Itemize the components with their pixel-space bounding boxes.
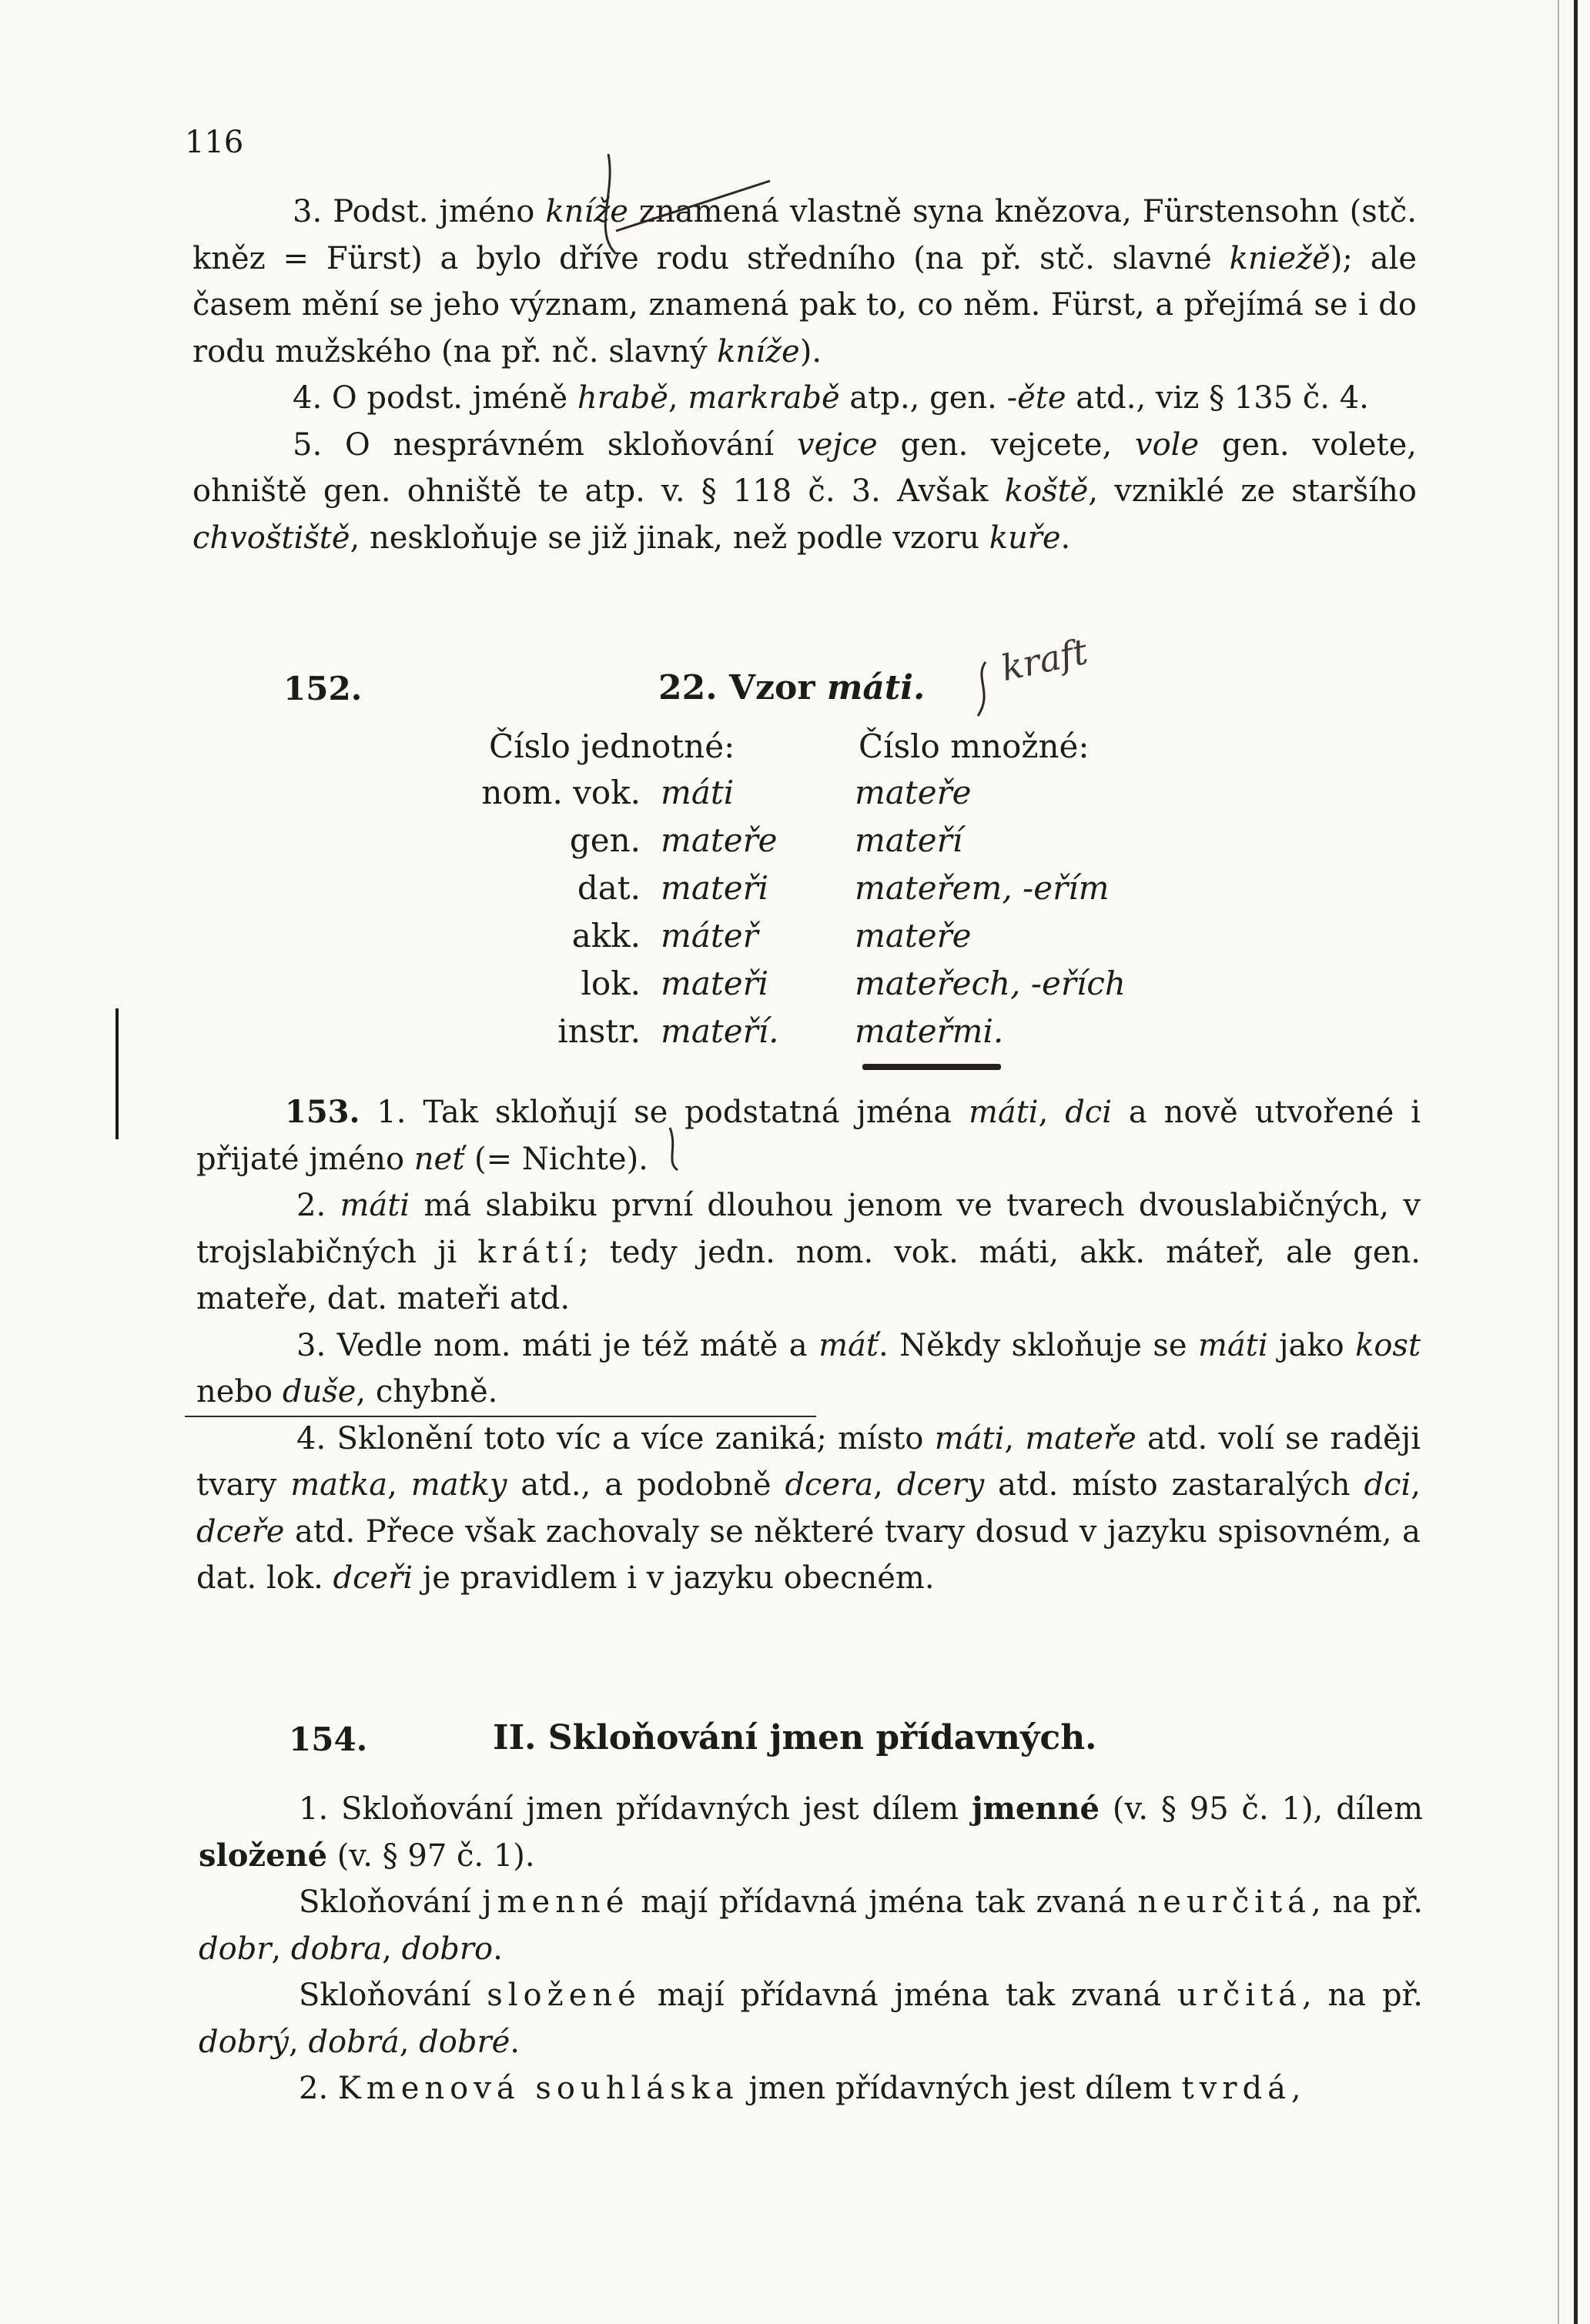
pencil-stroke — [605, 154, 616, 254]
pencil-stroke — [616, 181, 770, 231]
table-plural-form: mateře — [855, 917, 972, 955]
table-singular-form: mateři — [661, 869, 769, 907]
table-singular-form: mateří. — [661, 1012, 779, 1050]
table-plural-form: mateří — [855, 821, 963, 859]
table-singular-form: máti — [661, 774, 735, 811]
table-plural-form: mateřech, -eřích — [855, 965, 1126, 1002]
table-singular-form: mateři — [661, 965, 769, 1002]
table-plural-form: mateře — [855, 774, 972, 811]
item-4: 4. O podst. jméně hrabě, markrabě atp., gen. -ěte atd., viz § 135 č. 4. — [293, 380, 1369, 416]
table-case-label: lok. — [581, 965, 641, 1002]
section-153-p3: 3. Vedle nom. máti je též mátě a máť. Někdy skloňuje se máti jako kost nebo duše, chybně. — [196, 1327, 1421, 1409]
section-152-title: 22. Vzor máti. — [658, 668, 926, 707]
page-number: 116 — [185, 125, 244, 160]
section-153-p2: 2. máti má slabiku první dlouhou jenom ve tvarech dvouslabičných, v trojslabičných ji krátí; tedy jedn. nom. vok. máti, akk. máteř, ale gen. mateře, dat. mateři atd. — [196, 1188, 1421, 1316]
section-154-p3: Skloňování složené mají přídavná jména tak zvaná určitá, na př. dobrý, dobrá, dobré. — [199, 1978, 1423, 2060]
section-153-p4: 4. Sklonění toto víc a více zaniká; místo máti, mateře atd. volí se raději tvary matka, matky atd., a podobně dcera, dcery atd. místo zastaralých dci, dceře atd. Přece však zachovaly se některé tvary dosud v jazyku spisovném, a dat. lok. dceři je pravidlem i v jazyku obecném. — [196, 1420, 1421, 1596]
section-154-title: II. Skloňování jmen přídavných. — [493, 1718, 1097, 1757]
section-154-p1: 1. Skloňování jmen přídavných jest dílem jmenné (v. § 95 č. 1), dílem složené (v. § 97 č. 1). — [199, 1791, 1423, 1874]
handwritten-annotation: kraft — [997, 630, 1092, 690]
table-case-label: gen. — [569, 821, 641, 859]
table-plural-form: mateřmi. — [855, 1012, 1004, 1050]
header-plural: Číslo množné: — [859, 727, 1090, 765]
section-152-number: 152. — [283, 670, 363, 707]
table-case-label: instr. — [557, 1012, 641, 1050]
section-154-number: 154. — [289, 1720, 368, 1758]
pencil-stroke — [670, 1128, 678, 1170]
section-154-p2: Skloňování jmenné mají přídavná jména tak zvaná neurčitá, na př. dobr, dobra, dobro. — [199, 1884, 1423, 1967]
table-singular-form: máteř — [661, 917, 758, 955]
table-case-label: nom. vok. — [481, 774, 641, 811]
table-plural-form: mateřem, -eřím — [855, 869, 1110, 907]
table-singular-form: mateře — [661, 821, 778, 859]
section-153-p1: 153. 1. Tak skloňují se podstatná jména máti, dci a nově utvořené i přijaté jméno neť (= Nichte). — [196, 1094, 1421, 1177]
pencil-stroke — [978, 662, 986, 716]
item-3: 3. Podst. jméno kníže znamená vlastně syna knězova, Fürstensohn (stč. kněz = Fürst) a bylo dříve rodu středního (na př. stč. slavné kniežě); ale časem mění se jeho význam, znamená pak to, co něm. Fürst, a přejímá se i do rodu mužského (na př. nč. slavný kníže). — [192, 194, 1418, 369]
item-5: 5. O nesprávném skloňování vejce gen. vejcete, vole gen. volete, ohniště gen. ohniště te atp. v. § 118 č. 3. Avšak koště, vzniklé ze staršího chvoštiště, neskloňuje se již jinak, než podle vzoru kuře. — [192, 426, 1417, 556]
table-case-label: akk. — [571, 917, 641, 955]
table-case-label: dat. — [577, 869, 641, 907]
section-154-p4: 2. Kmenová souhláska jmen přídavných jest dílem tvrdá, — [299, 2071, 1301, 2106]
header-singular: Číslo jednotné: — [489, 727, 735, 765]
